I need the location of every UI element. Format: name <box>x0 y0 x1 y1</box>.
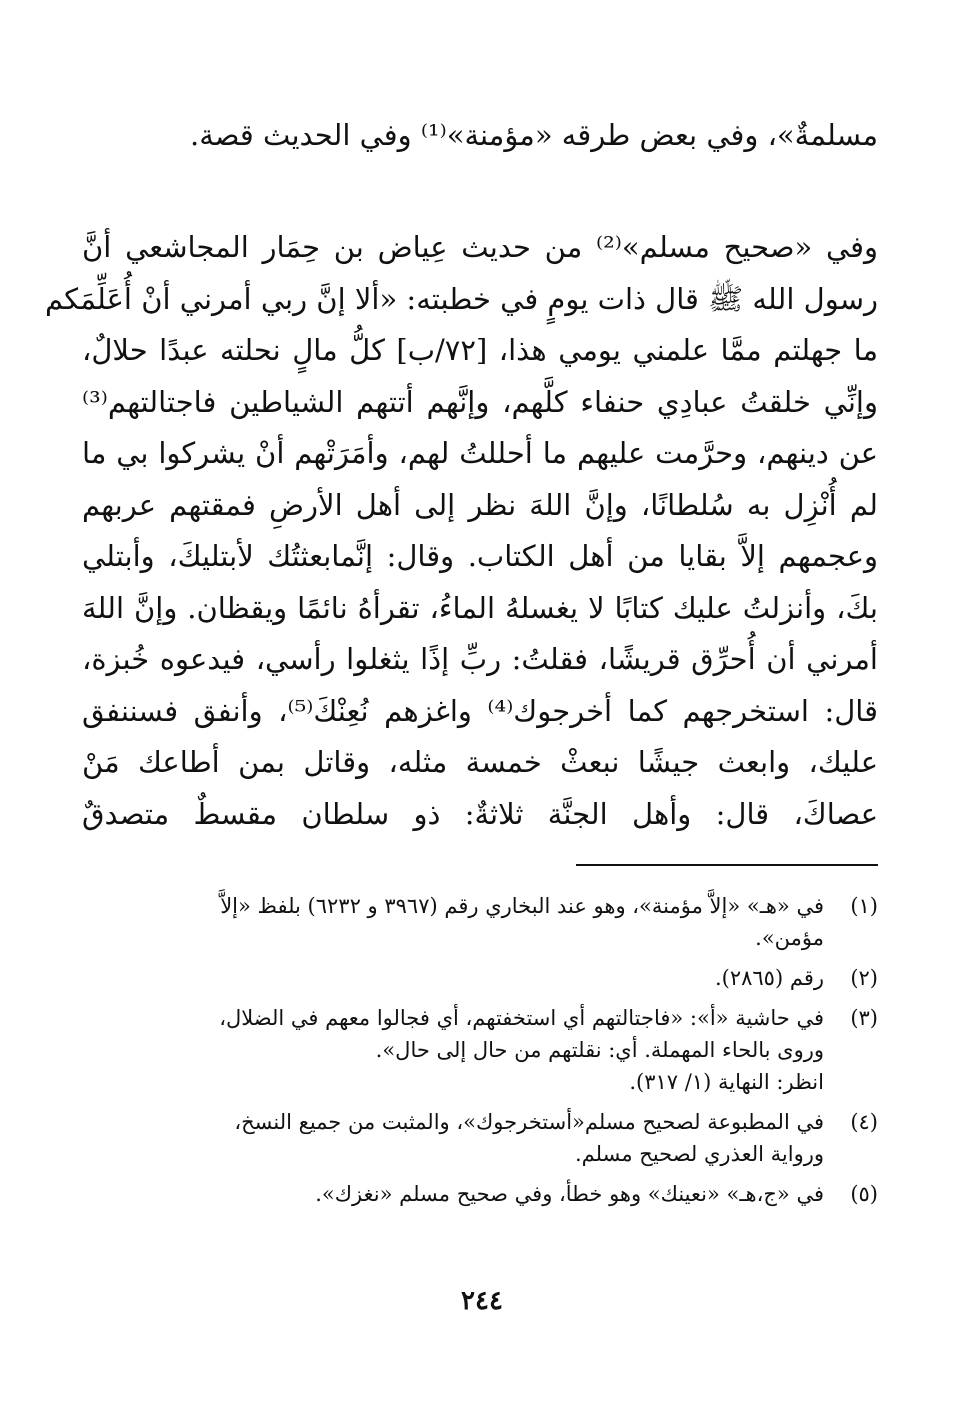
footnote-line: ورواية العذري لصحيح مسلم. <box>575 1142 824 1166</box>
footnote-number: (٢) <box>850 966 878 990</box>
footnote-number: (٣) <box>850 1006 878 1030</box>
footnote-number: (١) <box>850 894 878 918</box>
text-line: عليك، وابعث جيشًا نبعثْ خمسة مثله، وقاتل بمن أطاعك مَنْ <box>82 745 878 779</box>
text-line: لم أُنْزِل به سُلطانًا، وإنَّ اللهَ نظر إلى أهل الأرضِ فمقتهم عربهم <box>82 487 878 522</box>
footnote-line: في «هـ» «إلاَّ مؤمنة»، وهو عند البخاري رقم (٣٩٦٧ و ٦٢٣٢) بلفظ «إلاَّ <box>220 894 824 918</box>
footnote-line: وروى بالحاء المهملة. أي: نقلتهم من حال إلى حال». <box>375 1038 824 1062</box>
footnote-line: رقم (٢٨٦٥). <box>714 966 824 990</box>
text-line: رسول الله ﷺ قال ذات يومٍ في خطبته: «ألا إنَّ ربي أمرني أنْ أُعَلِّمَكم <box>44 281 878 316</box>
footnote-number: (٤) <box>850 1110 878 1134</box>
footnote-1 <box>82 890 878 954</box>
footnote-3 <box>82 1002 878 1098</box>
footnote-line: في حاشية «أ»: «فاجتالتهم أي استخفتهم، أي فجالوا معهم في الضلال، <box>219 1006 824 1030</box>
footnote-line: في المطبوعة لصحيح مسلم«أستخرجوك»، والمثبت من جميع النسخ، <box>234 1110 824 1134</box>
footnote-number: (٥) <box>850 1182 878 1206</box>
text-line: قال: استخرجهم كما أخرجوك⁽⁴⁾ واغزهم نُعِنْكَ⁽⁵⁾، وأنفق فسننفق <box>82 693 878 728</box>
page-number: ٢٤٤ <box>461 1286 503 1316</box>
footnote-line: انظر: النهاية (١/ ٣١٧). <box>629 1070 824 1094</box>
footnote-2 <box>82 962 878 994</box>
text-line: أمرني أن أُحرِّق قريشًا، فقلتُ: ربِّ إذًا يثغلوا رأسي، فيدعوه خُبزة، <box>82 642 878 676</box>
footnote-5 <box>82 1178 878 1210</box>
text-line: وعجمهم إلاَّ بقايا من أهل الكتاب. وقال: إنَّمابعثتُك لأبتليكَ، وأبتلي <box>82 539 878 573</box>
main-paragraph <box>44 222 879 840</box>
footnote-divider <box>576 864 878 866</box>
text-line: بكَ، وأنزلتُ عليك كتابًا لا يغسلهُ الماءُ، تقرأهُ نائمًا ويقظان. وإنَّ اللهَ <box>82 590 878 625</box>
text-line: مسلمةٌ»، وفي بعض طرقه «مؤمنة»⁽¹⁾ وفي الحديث قصة. <box>190 118 878 152</box>
text-line: عصاكَ، قال: وأهل الجنَّة ثلاثةٌ: ذو سلطان مقسطٌ متصدقٌ <box>82 796 878 831</box>
intro-paragraph <box>82 110 878 162</box>
text-line: ما جهلتم ممَّا علمني يومي هذا، [٧٢/ب] كلُّ مالٍ نحلته عبدًا حلالٌ، <box>82 333 879 367</box>
footnote-line: مؤمن». <box>755 926 824 950</box>
footnote-line: في «ج،هـ» «نعينك» وهو خطأ، وفي صحيح مسلم «نغزك». <box>315 1182 824 1206</box>
text-line: وفي «صحيح مسلم»⁽²⁾ من حديث عِياض بن حِمَار المجاشعي أنَّ <box>82 230 878 264</box>
text-line: وإنِّي خلقتُ عبادِي حنفاء كلَّهم، وإنَّهم أتتهم الشياطين فاجتالتهم⁽³⁾ <box>82 384 878 419</box>
text-line: عن دينهم، وحرَّمت عليهم ما أحللتُ لهم، وأمَرَتْهم أنْ يشركوا بي ما <box>82 436 878 470</box>
footnote-4 <box>82 1106 878 1170</box>
footnotes <box>82 890 878 1218</box>
